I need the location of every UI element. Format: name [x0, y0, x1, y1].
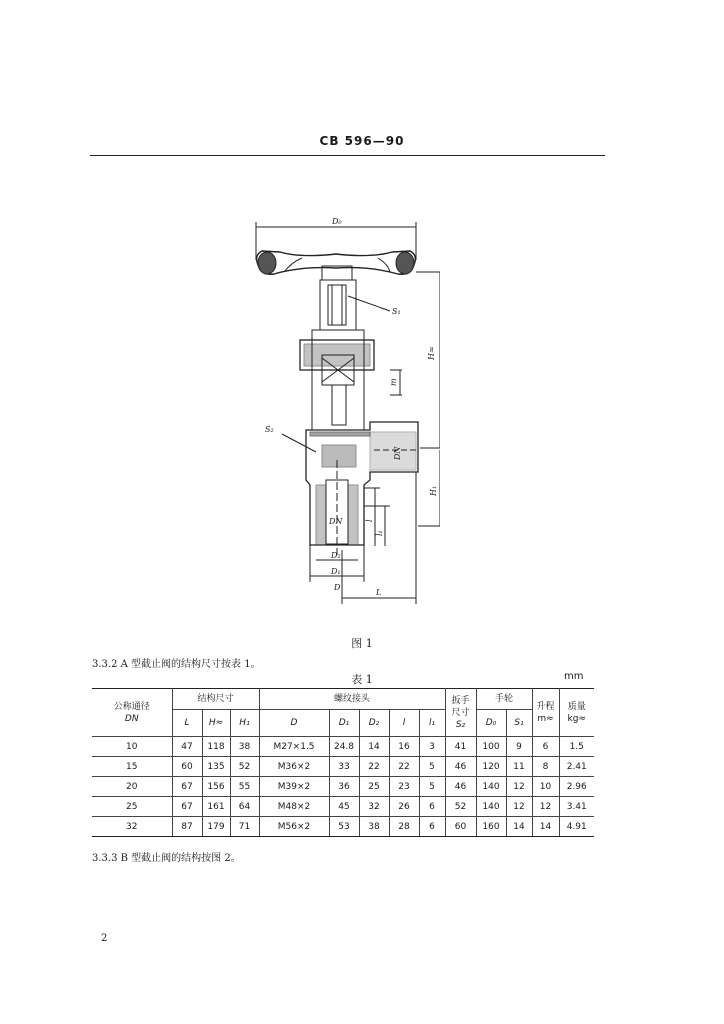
- section-3-3-2: 3.3.2 A 型截止阀的结构尺寸按表 1。: [92, 659, 261, 670]
- label-s1: S₁: [392, 307, 401, 316]
- label-dn-side: DN: [393, 446, 402, 460]
- standard-code: CB 596—90: [319, 134, 405, 148]
- header-lift: 升程 m≈: [532, 689, 559, 737]
- table-title: 表 1: [351, 673, 373, 686]
- subheader-d: D: [259, 710, 329, 737]
- subheader-l-thread: l: [389, 710, 419, 737]
- section-3-3-3: 3.3.3 B 型截止阀的结构按图 2。: [92, 853, 241, 864]
- label-d: D: [334, 583, 341, 592]
- table-unit: mm: [564, 671, 584, 682]
- label-l1: l₁: [375, 530, 384, 536]
- subheader-h1: H₁: [230, 710, 259, 737]
- header-mass: 质量 kg≈: [559, 689, 594, 737]
- label-d0: D₀: [332, 217, 342, 226]
- header-thread: 螺纹接头: [259, 689, 445, 710]
- header-nominal: 公称通径 DN: [92, 689, 172, 737]
- label-dn-bottom: DN: [329, 517, 343, 526]
- label-h1: H₁: [429, 485, 438, 496]
- subheader-l1: l₁: [419, 710, 445, 737]
- table-row: 20 67 156 55 M39×2 36 25 23 5 46 140 12 10 2.96: [92, 777, 594, 797]
- subheader-l: L: [172, 710, 202, 737]
- subheader-h: H≈: [202, 710, 230, 737]
- label-h: H≈: [427, 346, 436, 360]
- page-number: 2: [101, 933, 108, 944]
- table-row: 15 60 135 52 M36×2 33 22 22 5 46 120 11 8 2.41: [92, 757, 594, 777]
- table-row: 10 47 118 38 M27×1.5 24.8 14 16 3 41 100 9 6 1.5: [92, 737, 594, 757]
- header-handwheel: 手轮: [476, 689, 532, 710]
- subheader-d2: D₂: [359, 710, 389, 737]
- spec-table: [92, 688, 594, 837]
- header-wrench: 扳手 尺寸 S₂: [445, 689, 476, 737]
- label-m: m: [389, 378, 398, 386]
- label-d2: D₂: [331, 551, 341, 560]
- subheader-s1: S₁: [506, 710, 532, 737]
- header-rule: [90, 155, 605, 156]
- subheader-d0: D₀: [476, 710, 506, 737]
- label-l: l: [365, 519, 374, 522]
- table-row: 32 87 179 71 M56×2 53 38 28 6 60 160 14 14 4.91: [92, 817, 594, 837]
- subheader-d1: D₁: [329, 710, 359, 737]
- label-l-total: L: [376, 588, 382, 597]
- header-structure: 结构尺寸: [172, 689, 259, 710]
- table-row: 25 67 161 64 M48×2 45 32 26 6 52 140 12 12 3.41: [92, 797, 594, 817]
- figure-caption: 图 1: [351, 637, 373, 650]
- valve-drawing: [240, 210, 440, 610]
- label-s2: S₂: [265, 425, 274, 434]
- label-d1: D₁: [331, 567, 341, 576]
